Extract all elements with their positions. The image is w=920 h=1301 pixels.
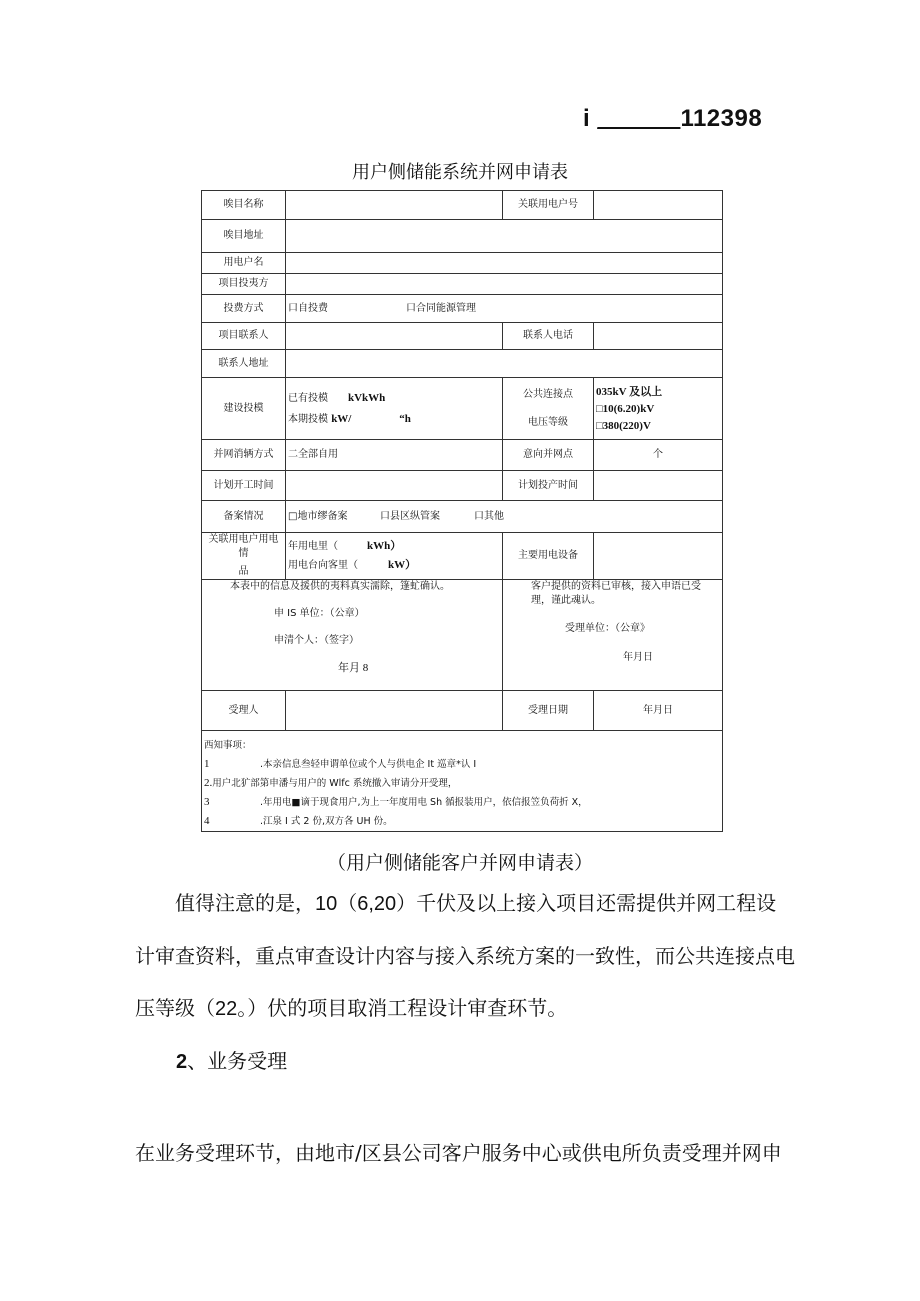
voltage-level-label: 公共连接点 电压等级	[503, 378, 594, 440]
receiver-declaration: 客户提供的资料已审核，接入申语已受理，谨此魂认。 受理单位：（公章》 年月日	[503, 580, 723, 691]
notes-title: 西知事项：	[204, 740, 252, 751]
project-name-label: 唉目名称	[202, 191, 286, 220]
usage-label: 关联用电户用电情 品	[202, 533, 286, 580]
receiver-date[interactable]: 年月日	[623, 652, 653, 663]
receiver-label: 受理人	[202, 691, 286, 731]
project-address-field[interactable]	[286, 220, 723, 253]
usage-field[interactable]: 年用电里（ kWh） 用电台向客里（ kW）	[286, 533, 503, 580]
filing-options	[286, 501, 723, 533]
contact-address-label: 联系人地址	[202, 350, 286, 378]
current-scale-label: 本期投模	[288, 413, 328, 425]
body-paragraph-2: 在业务受理环节，由地市/区县公司客户服务中心或供电所负责受理并网申	[135, 1141, 782, 1165]
user-name-field[interactable]	[286, 253, 723, 274]
body-paragraph: 值得注意的是，10（6,20）千伏及以上接入项目还需提供并网工程设计审查资料，重点审查设计内容与接入系统方案的一致性，而公共连接点电压等级（22。）伏的项目取消工程设计审查环节。	[135, 891, 795, 1020]
contract-energy-checkbox[interactable]: 口合同能源管理	[406, 302, 476, 314]
contact-phone-field[interactable]	[594, 323, 723, 350]
self-invest-checkbox[interactable]: 口自投费	[288, 302, 328, 314]
current-scale-unit-1: kW/	[331, 412, 352, 425]
plan-produce-field[interactable]	[594, 471, 723, 501]
receive-date-value[interactable]: 年月日	[594, 691, 723, 731]
note-item: 4 .江泉 I 式 2 份,双方各 UH 份。	[204, 815, 393, 827]
voltage-option-10kv[interactable]: □10(6.20)kV	[596, 402, 655, 415]
build-scale-label: 建设投模	[202, 378, 286, 440]
plan-start-field[interactable]	[286, 471, 503, 501]
note-item: 2.用户北犷部第申潘与用户的 Wlfc 系统撤入审请分开受理，	[204, 777, 458, 789]
applicant-declaration: 本表中的信息及援供的夷料真实濡除，篷虻确认。 申 IS 单位：（公章） 申清个人：（签字） 年月 8	[202, 580, 503, 691]
plan-start-label: 计划开工时间	[202, 471, 286, 501]
voltage-level-options	[594, 378, 723, 440]
applicant-signature[interactable]: 申清个人：（签字）	[274, 635, 359, 646]
note-item: 1 .本亲信息叁轻申谓单位或个人与供电企 It 巡章*认 I	[204, 758, 477, 770]
filing-other-checkbox[interactable]: 口其他	[474, 510, 504, 522]
applicant-unit-seal[interactable]: 申 IS 单位：（公章）	[274, 608, 365, 619]
consume-mode-label: 并网消辆方式	[202, 440, 286, 471]
investor-label: 项目投夷方	[202, 274, 286, 295]
applicant-date[interactable]: 年月 8	[338, 662, 369, 674]
invest-mode-label: 投费方式	[202, 295, 286, 323]
invest-mode-options	[286, 295, 723, 323]
existing-scale-label: 已有投模	[288, 392, 328, 404]
current-scale-unit-2: “h	[399, 412, 411, 425]
investor-field[interactable]	[286, 274, 723, 295]
receiver-unit-seal[interactable]: 受理单位：（公章》	[565, 623, 650, 634]
build-scale-field[interactable]	[286, 378, 503, 440]
form-caption: （用户侧储能客户并网申请表）	[326, 852, 593, 874]
voltage-option-380v[interactable]: □380(220)V	[596, 419, 651, 432]
note-item: 3 .年用电■谪于现食用户,为上一年度用电 Sh 循报装用户，依信报笠负荷折 X，	[204, 796, 588, 808]
receiver-field[interactable]	[286, 691, 503, 731]
voltage-option-35kv[interactable]: 035kV 及以上	[596, 385, 663, 398]
application-form	[201, 190, 723, 832]
project-name-field[interactable]	[286, 191, 503, 220]
contact-address-field[interactable]	[286, 350, 723, 378]
filing-label: 备案情况	[202, 501, 286, 533]
existing-scale-unit: kVkWh	[348, 391, 386, 404]
contact-label: 项目联系人	[202, 323, 286, 350]
project-address-label: 唉目地址	[202, 220, 286, 253]
consume-mode-value[interactable]: 二全部自用	[286, 440, 503, 471]
contact-phone-label: 联系人电话	[503, 323, 594, 350]
notes-section	[202, 731, 723, 832]
filing-county-checkbox[interactable]: 口县区纵管案	[380, 510, 440, 522]
user-name-label: 用电户名	[202, 253, 286, 274]
main-equipment-field[interactable]	[594, 533, 723, 580]
filing-city-checkbox[interactable]: □地市缪备案	[288, 510, 348, 522]
receive-date-label: 受理日期	[503, 691, 594, 731]
plan-produce-label: 计划投产时间	[503, 471, 594, 501]
contact-field[interactable]	[286, 323, 503, 350]
main-equipment-label: 主要用电设备	[503, 533, 594, 580]
document-number: i ______112398	[583, 105, 763, 132]
grid-point-label: 意向并网点	[503, 440, 594, 471]
grid-point-value[interactable]: 个	[594, 440, 723, 471]
form-title: 用户侧储能系统并网申请表	[352, 162, 568, 183]
section-heading: 2、业务受理	[176, 1049, 288, 1073]
linked-account-field[interactable]	[594, 191, 723, 220]
linked-account-label: 关联用电户号	[503, 191, 594, 220]
